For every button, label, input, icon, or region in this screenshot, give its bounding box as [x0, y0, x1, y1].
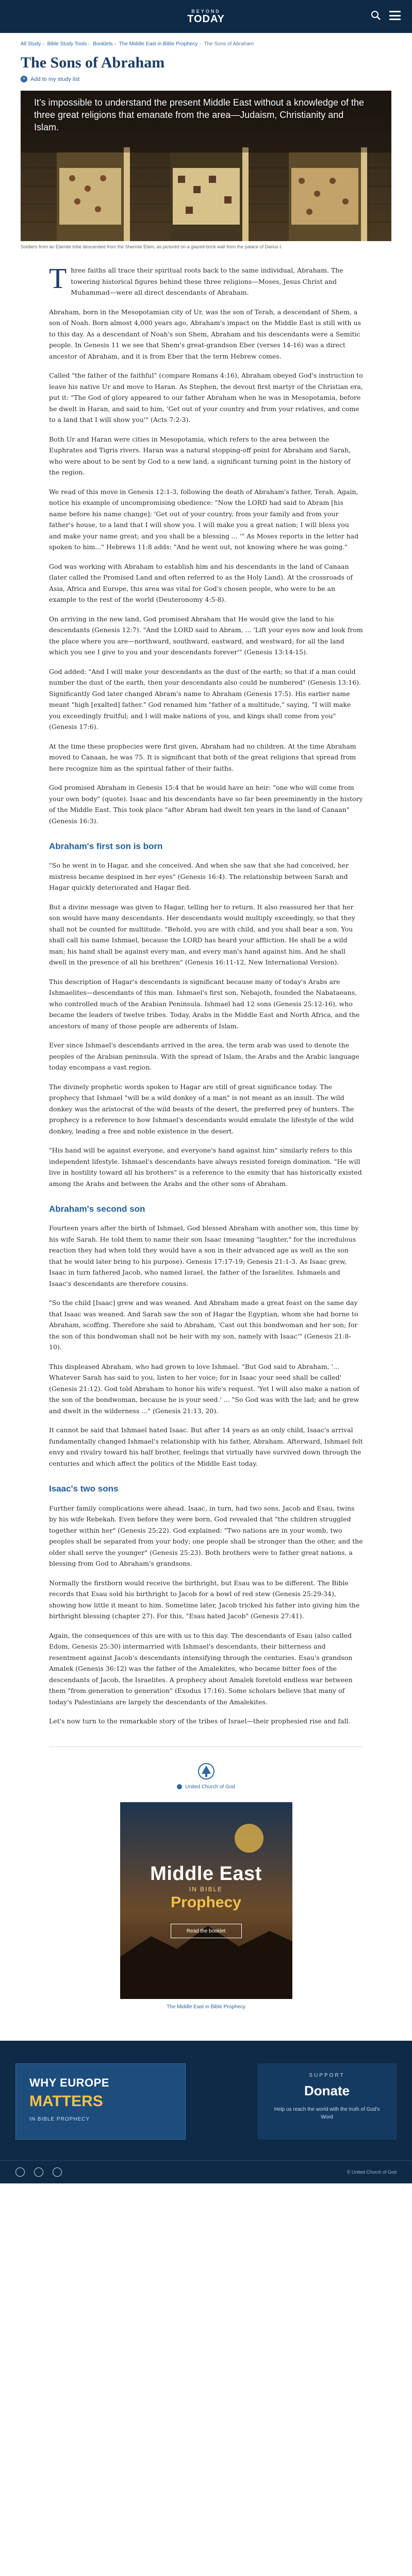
europe-line3: IN BIBLE PROPHECY — [29, 2116, 90, 2122]
drop-cap: T — [49, 263, 67, 295]
breadcrumb: All Study › Bible Study Tools › Booklets › The Middle East in Bible Prophecy › The Sons of Abraham — [21, 41, 254, 47]
paragraph: At the time these prophecies were first given, Abraham had no children. At the time Abraham moved to Canaan, he was 75. It is significant that both of the great religions that spread from here recognize him as the spiritual father of their faiths. — [49, 742, 356, 772]
section-heading-first-son: Abraham's first son is born — [49, 841, 163, 851]
footer-bottom-bar — [0, 2160, 412, 2183]
donate-line3: Help us reach the world with the truth of God's Word — [274, 2106, 380, 2120]
twitter-icon[interactable] — [34, 2167, 43, 2177]
add-to-study-list-button[interactable] — [0, 75, 412, 91]
paragraph: Let's now turn to the remarkable story of the tribes of Israel—their prophesied rise and fall. — [49, 1717, 351, 1725]
paragraph: It cannot be said that Ishmael hated Isaac. But after 14 years as an only child, Isaac's arrival fundamentally changed Ishmael's relationship with his father, Abraham. Afterward, Ishmael felt envy and rivalry toward his half brother, feelings that virtually have survived down through the centuries and which affect the politics of the Middle East today. — [49, 1426, 363, 1467]
facebook-icon[interactable] — [15, 2167, 25, 2177]
ucg-footer-mark — [0, 1747, 412, 1795]
paragraph: We read of this move in Genesis 12:1-3, following the death of Abraham's father, Terah. Again, notice his example of uncompromising obedience: "Now the LORD had said to Abram [his name before his name change]: 'Get out of your country, from your family and from your father's house, to a land that I will show you. I will make you a great nation; I will bless you and make your name great; and you shall be a blessing ... '" As Moses reports in the letter had spoken to him..." Hebrews 11:8 adds: "And he went out, not knowing where he was going." — [49, 487, 359, 551]
promo-title — [120, 1864, 292, 1911]
ucg-dot-icon — [177, 1784, 182, 1789]
site-footer — [0, 2041, 412, 2183]
paragraph: Called "the father of the faithful" (compare Romans 4:16), Abraham obeyed God's instruction to leave his native Ur and move to Haran. As Stephen, the devout first martyr of the Christian era, put it: "The God of glory appeared to our father Abraham when he was in Mesopotamia, before he dwelt in Haran, and said to him, 'Get out of your country and from your relatives, and come to a land that I will show you'" (Acts 7:2-3). — [49, 371, 363, 423]
promo-title-line1: Middle East — [150, 1862, 262, 1885]
paragraph: Fourteen years after the birth of Ishmael, God blessed Abraham with another son, this time by his wife Sarah. He told them to name their son Isaac (meaning "laughter," for the incredulous reaction they had when told they would have a son in their advanced age as well as the son that he would later bring to his purpose). Genesis 17:17-19; Genesis 21:1-3. As Isaac grew, Isaac in turn fathered Jacob, who named Israel, the father of the Israelites. Ishmaels and Isaac's descendants are therefore cousins. — [49, 1224, 359, 1287]
breadcrumb-booklet[interactable]: The Middle East in Bible Prophecy — [119, 41, 198, 47]
breadcrumb-current: The Sons of Abraham — [204, 41, 254, 47]
paragraph: But a divine message was given to Hagar, telling her to return. It also reassured her that her son would have many descendants. Her descendants would multiply exceedingly, so that they shall not be counted for multitude. "Behold, you are with child, and you shall bear a son. You shall call his name Ishmael, because the LORD has heard your affliction. He shall be a wild man; his hand shall be against every man, and every man's hand against him. And he shall dwell in the presence of all his brethren" (Genesis 16:11-12, New International Version). — [49, 903, 355, 967]
logo-top-text: BEYOND — [191, 8, 221, 14]
paragraph: God was working with Abraham to establish him and his descendants in the land of Canaan (later called the Promised Land and often referred to as the Holy Land). At the crossroads of Asia, Africa and Europe, this area was vital for God's chosen people, who were to be an example to the rest of the world (Deuteronomy 4:5-8). — [49, 562, 353, 603]
paragraph: Further family complications were ahead. Isaac, in turn, had two sons, Jacob and Esau, twins by his wife Rebekah. Even before they were born, God revealed that "the children struggled together within her" (Genesis 25:22). God explained: "Two nations are in your womb, two peoples shall be separated from your body; one people shall be stronger than the other, and the older shall serve the younger" (Genesis 25:23). Both brothers were to father great nations, a blessing from God to Abraham's grandsons. — [49, 1504, 363, 1568]
breadcrumb-all-study[interactable]: All Study — [21, 41, 41, 47]
ucg-seal-icon — [197, 1762, 215, 1780]
search-icon[interactable] — [371, 10, 381, 21]
paragraph: Normally the firstborn would receive the birthright, but Esau was to be different. The Bible records that Esau sold his birthright to Jacob for a bowl of red stew (Genesis 25:29-34), showing how little it meant to him. Sometime later, Jacob tricked his father into giving him the birthright blessing (chapter 27). For this, "Esau hated Jacob" (Genesis 27:41). — [49, 1579, 360, 1620]
paragraph: On arriving in the new land, God promised Abraham that He would give the land to his descendants (Genesis 12:7). "And the LORD said to Abram, ... 'Lift your eyes now and look from the place where you are—northward, southward, eastward, and westward; for all the land which you see I give to you and your descendants forever'" (Genesis 13:14-15). — [49, 615, 363, 656]
paragraph: The divinely prophetic words spoken to Hagar are still of great significance today. The prophecy that Ishmael "will be a wild donkey of a man" is not meant as an insult. The wild donkey was the aristocrat of the wild beasts of the desert, the preferred prey of hunters. The prophecy is a reference to how Ishmael's descendants would emulate the lifestyle of the wild donkey, leading a free and noble existence in the desert. — [49, 1082, 354, 1135]
breadcrumb-study-tools[interactable]: Bible Study Tools — [47, 41, 87, 47]
article-body — [0, 265, 412, 1727]
plus-icon: + — [21, 76, 27, 82]
copyright-text: © United Church of God — [347, 2169, 397, 2175]
promo-caption-link[interactable]: The Middle East in Bible Prophecy — [167, 2004, 245, 2010]
hamburger-menu-icon[interactable] — [389, 11, 401, 20]
promo-title-line2: IN BIBLE — [189, 1885, 223, 1893]
paragraph: Ever since Ishmael's descendants arrived in the area, the term arab was used to denote the peoples of the Arabian peninsula. With the spread of Islam, the Arabs and the Arabic language today encompass a vast region. — [49, 1041, 359, 1072]
donate-line2: Donate — [304, 2082, 350, 2098]
read-booklet-button[interactable]: Read the booklet — [171, 1924, 242, 1938]
section-heading-twins: Isaac's two sons — [49, 1484, 119, 1494]
donate-banner[interactable] — [257, 2063, 397, 2140]
hero-caption: Soldiers from an Elamite tribe descended from the Shemite Elam, as pictured on a glazed-brick wall from the palace of Darius I. — [21, 244, 283, 249]
paragraph: This description of Hagar's descendants is significant because many of today's Arabs are Ishmaelites—descendants of this man. Ishmael's first son, Nebajoth, founded the Nabataeans, who controlled much of the Arabian Peninsula. Ishmael had 12 sons (Genesis 25:12-16), who became the leaders of twelve tribes. Today, Arabs in the Middle East and North Africa, and the ancestors of many of those people are adherents of Islam. — [49, 977, 360, 1030]
logo-main-text: TODAY — [187, 13, 225, 25]
paragraph: Abraham, born in the Mesopotamian city of Ur, was the son of Terah, a descendant of Shem, a son of Noah. Born almost 4,000 years ago, Abraham's impact on the Middle East is still with us to this day. As a descendant of Noah's son Shem, Abraham and his descendants were a Semitic people. In Genesis 11 we see that Shem's great-grandson Eber (verses 14-16) was a direct ancestor of Abraham, and it is from Eber that the term Hebrew comes. — [49, 308, 361, 360]
site-logo[interactable] — [187, 9, 225, 24]
hero-image — [21, 91, 391, 241]
add-study-label: Add to my study list — [30, 76, 80, 82]
paragraph: "His hand will be against everyone, and everyone's hand against him" similarly refers to this independent lifestyle. Ishmael's descendants have always resisted foreign domination. "He will live in hostility toward all his brothers" is a reference to the enmity that has historically existed among the Arabs and between the Arabs and the other sons of Abraham. — [49, 1146, 362, 1188]
paragraph: God promised Abraham in Genesis 15:4 that he would have an heir: "one who will come from your own body" (quote). Isaac and his descendants have so far been preeminently in the history of the Middle East. This took place "after Abram had dwelt ten years in the land of Canaan" (Genesis 16:3). — [49, 784, 363, 825]
hero-text: It’s impossible to understand the present Middle East without a knowledge of the three great religions that emanate from the area—Judaism, Christianity and Islam. — [34, 97, 365, 132]
paragraph: "So the child [Isaac] grew and was weaned. And Abraham made a great feast on the same day that Isaac was weaned. And Sarah saw the son of Hagar the Egyptian, whom she had borne to Abraham, scoffing. Therefore she said to Abraham, 'Cast out this bondwoman and her son; for the son of this bondwoman shall not be heir with my son, namely with Isaac'" (Genesis 21:8-10). — [49, 1299, 358, 1351]
europe-line1: WHY EUROPE — [29, 2076, 109, 2089]
europe-prophecy-banner[interactable] — [15, 2063, 186, 2140]
paragraph: "So he went in to Hagar, and she conceived. And when she saw that she had conceived, her mistress became despised in her eyes" (Genesis 16:4). The relationship between Sarah and Hagar quickly deteriorated and Hagar fled. — [49, 861, 349, 892]
paragraph: Three faiths all trace their spiritual roots back to the same individual, Abraham. The towering historical figures behind these three religions—Moses, Jesus Christ and Muhammad—were all direct descendants of Abraham. — [49, 263, 343, 296]
europe-line2: MATTERS — [29, 2092, 103, 2110]
ucg-label[interactable]: United Church of God — [185, 1784, 235, 1790]
site-header — [0, 0, 412, 33]
booklet-promo-card[interactable] — [120, 1802, 292, 1999]
page-title: The Sons of Abraham — [21, 54, 165, 71]
youtube-icon[interactable] — [53, 2167, 62, 2177]
paragraph: Both Ur and Haran were cities in Mesopotamia, which refers to the area between the Euphrates and Tigris rivers. Haran was a natural stopping-off point for Abraham and Sarah, who were about to be sent by God to a new land, a significant turning point in the history of the region. — [49, 435, 351, 476]
paragraph: Again, the consequences of this are with us to this day. The descendants of Esau (also called Edom, Genesis 25:30) intermarried with Ishmael's descendants, their bitterness and resentment against Jacob's descendants intensifying through the centuries. Esau's grandson Amalek (Genesis 36:12) was the father of the Amalekites, who became bitter foes of the descendants of Jacob, the Israelites. A prophecy about Amalek foretold endless war between them "from generation to generation" (Exodus 17:16). Some scholars believe that many of today's Palestinians are largely the descendants of the Amalekites. — [49, 1631, 353, 1706]
section-heading-second-son: Abraham's second son — [49, 1204, 145, 1214]
paragraph: This displeased Abraham, who had grown to love Ishmael. "But God said to Abraham, '... Whatever Sarah has said to you, listen to her voice; for in Isaac your seed shall be called' (Genesis 21:12). God told Abraham to honor his wife's request. 'Yet I will also make a nation of the son of the bondwoman, because he is your seed.' ... "So God was with the lad; and he grew and dwelt in the wilderness ..." (Genesis 21:13, 20). — [49, 1362, 359, 1415]
paragraph: God added: "And I will make your descendants as the dust of the earth; so that if a man could number the dust of the earth, then your descendants also could be numbered" (Genesis 13:16). Significantly God later changed Abram's name to Abraham (Genesis 17:5). His earlier name meant "high [exalted] father." God renamed him "father of a multitude," saying, "I will make you exceedingly fruitful; and I will make nations of you, and kings shall come from you" (Genesis 17:6). — [49, 667, 361, 731]
promo-title-line3: Prophecy — [171, 1893, 241, 1911]
donate-line1: SUPPORT — [309, 2072, 345, 2078]
breadcrumb-booklets[interactable]: Booklets — [93, 41, 113, 47]
